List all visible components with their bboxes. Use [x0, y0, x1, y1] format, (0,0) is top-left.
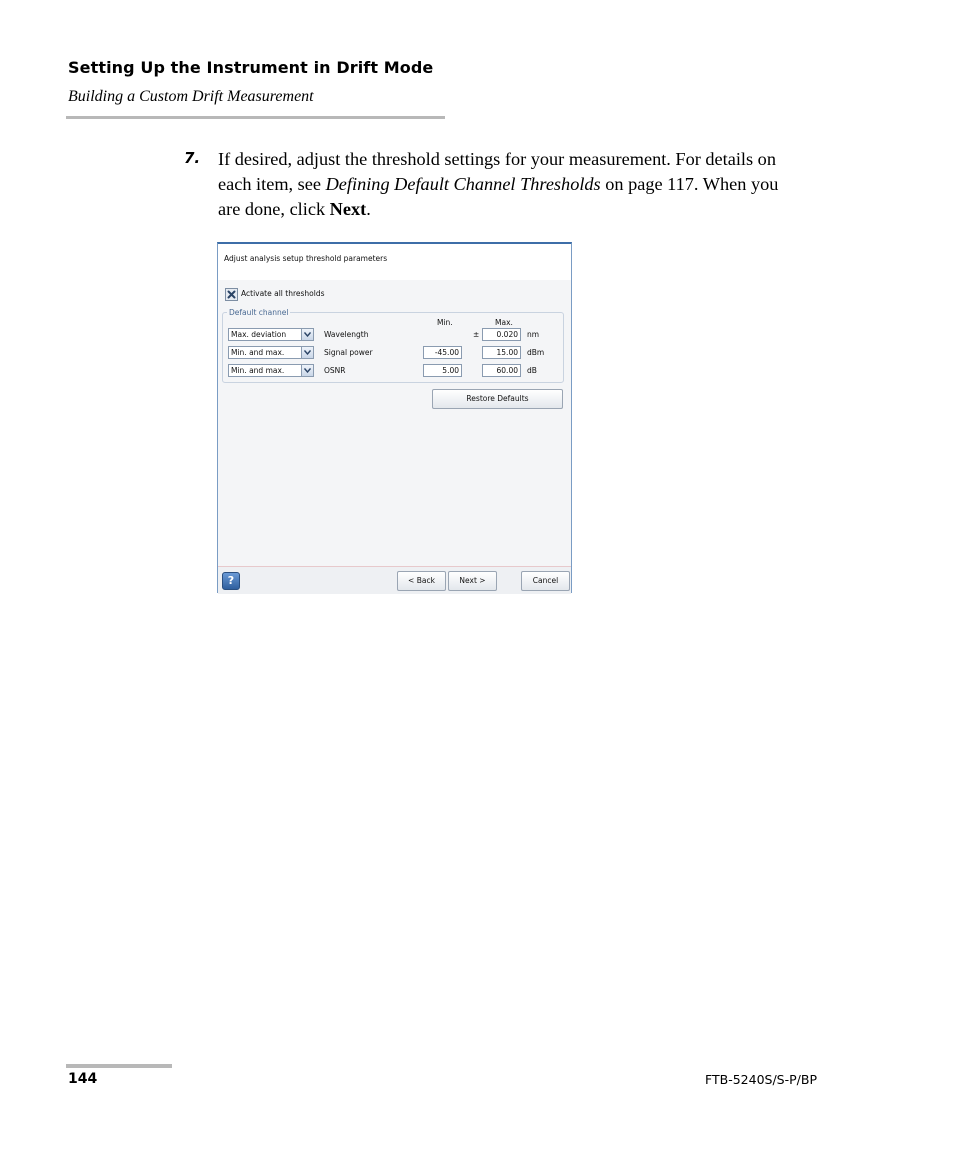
wavelength-max-input[interactable]: 0.020	[482, 328, 521, 341]
wavelength-label: Wavelength	[324, 330, 369, 339]
footer-rule	[66, 1064, 172, 1068]
dialog-heading: Adjust analysis setup threshold parameters	[224, 254, 388, 263]
x-mark-icon	[227, 290, 236, 299]
activate-thresholds-checkbox[interactable]	[225, 288, 238, 301]
product-model: FTB-5240S/S-P/BP	[705, 1072, 817, 1087]
wavelength-unit: nm	[527, 330, 540, 339]
osnr-mode-value: Min. and max.	[231, 366, 285, 375]
osnr-unit: dB	[527, 366, 537, 375]
step-text-part2: on page 117. When you are done, click	[218, 174, 779, 219]
signal-power-mode-select[interactable]	[228, 346, 314, 359]
signal-power-label: Signal power	[324, 348, 373, 357]
wavelength-mode-value: Max. deviation	[231, 330, 287, 339]
step-instruction	[218, 147, 788, 222]
chevron-down-icon[interactable]	[301, 347, 313, 358]
default-channel-group	[222, 308, 564, 383]
cross-reference: Defining Default Channel Thresholds	[325, 174, 601, 194]
section-title: Setting Up the Instrument in Drift Mode	[68, 58, 434, 77]
next-button[interactable]: Next >	[448, 571, 497, 591]
dialog-body	[218, 280, 571, 566]
column-max-header: Max.	[495, 318, 513, 327]
step-number: 7.	[184, 149, 201, 167]
page-number: 144	[68, 1071, 98, 1087]
header-rule	[66, 116, 445, 119]
section-subtitle: Building a Custom Drift Measurement	[68, 88, 314, 105]
signal-power-min-input[interactable]: -45.00	[423, 346, 462, 359]
osnr-max-input[interactable]: 60.00	[482, 364, 521, 377]
step-text-end: .	[366, 199, 371, 219]
signal-power-unit: dBm	[527, 348, 545, 357]
plus-minus-sign: ±	[473, 330, 480, 339]
chevron-down-icon[interactable]	[301, 329, 313, 340]
next-keyword: Next	[329, 199, 367, 219]
osnr-min-input[interactable]: 5.00	[423, 364, 462, 377]
help-icon[interactable]: ?	[222, 572, 240, 590]
step-text-part1: If desired, adjust the threshold settings for your measurement. For details on each item, see	[218, 149, 776, 194]
back-button[interactable]: < Back	[397, 571, 446, 591]
osnr-mode-select[interactable]	[228, 364, 314, 377]
restore-defaults-button[interactable]: Restore Defaults	[432, 389, 563, 409]
osnr-label: OSNR	[324, 366, 346, 375]
column-min-header: Min.	[437, 318, 453, 327]
wavelength-mode-select[interactable]	[228, 328, 314, 341]
dialog-header	[218, 244, 571, 281]
signal-power-mode-value: Min. and max.	[231, 348, 285, 357]
dialog-footer	[218, 566, 571, 594]
chevron-down-icon[interactable]	[301, 365, 313, 376]
activate-thresholds-label: Activate all thresholds	[241, 289, 325, 298]
signal-power-max-input[interactable]: 15.00	[482, 346, 521, 359]
threshold-dialog	[217, 242, 572, 593]
group-legend: Default channel	[229, 308, 289, 317]
cancel-button[interactable]: Cancel	[521, 571, 570, 591]
